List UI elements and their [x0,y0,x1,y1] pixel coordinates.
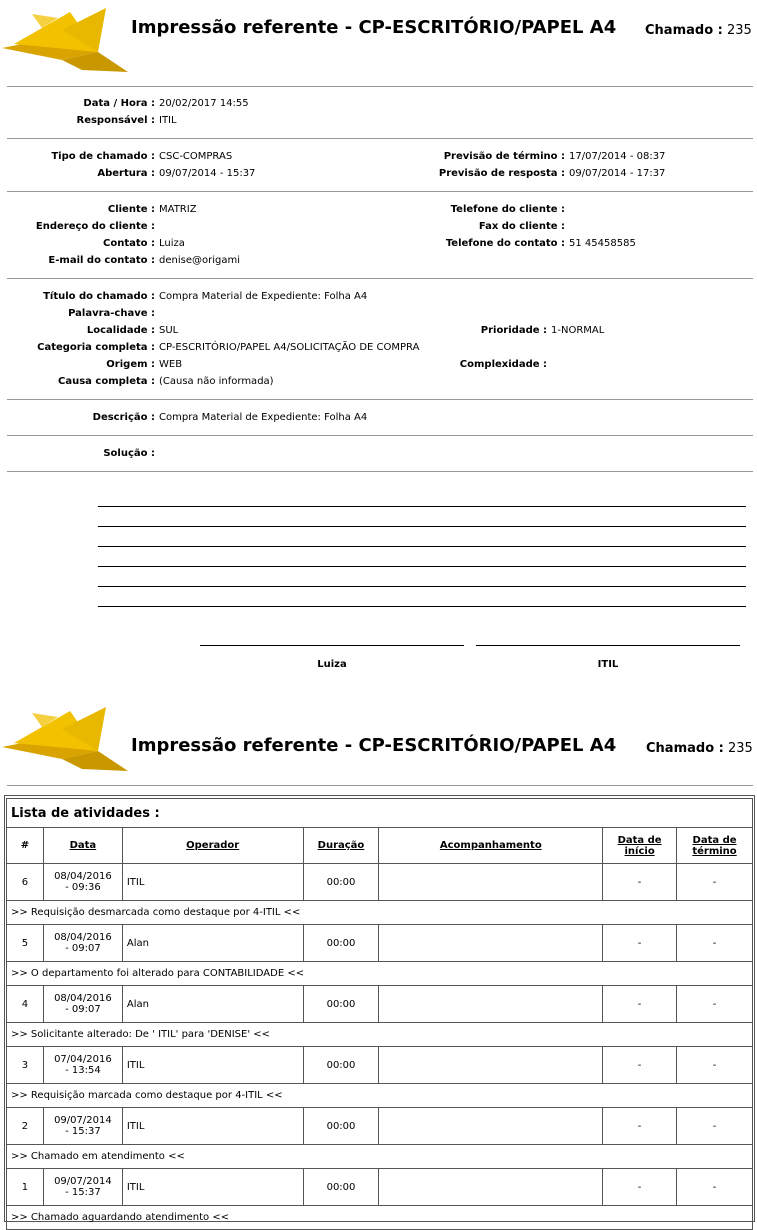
cell-operator: Alan [122,925,303,962]
cell-num: 3 [7,1047,44,1084]
activity-note: >> O departamento foi alterado para CONTABILIDADE << [7,962,753,986]
location-value: SUL [159,325,179,336]
activity-row [7,1047,753,1084]
writing-line [98,526,746,527]
contact-email-value: denise@origami [159,255,240,266]
client-address-label: Endereço do cliente : [35,221,155,232]
cell-date-day: 07/04/2016 [54,1054,112,1065]
responsible-label: Responsável : [76,115,155,126]
activity-note: >> Chamado aguardando atendimento << [7,1206,753,1230]
keyword-label: Palavra-chave : [68,308,155,319]
divider [7,138,753,139]
col-header-end-date[interactable]: Data de término [677,828,753,864]
cell-operator: Alan [122,986,303,1023]
col-header-num: # [7,828,44,864]
opening-value: 09/07/2014 - 15:37 [159,168,256,179]
cell-end: - [677,986,753,1023]
page-title: Impressão referente - CP-ESCRITÓRIO/PAPEL A4 [131,17,617,38]
cell-start: - [603,986,677,1023]
cell-end: - [677,1047,753,1084]
client-label: Cliente : [107,204,155,215]
cell-date-day: 08/04/2016 [54,993,112,1004]
col-header-operator[interactable]: Operador [122,828,303,864]
expected-response-label: Previsão de resposta : [438,168,565,179]
divider [7,399,753,400]
expected-response-value: 09/07/2014 - 17:37 [569,168,666,179]
activity-note: >> Requisição desmarcada como destaque por 4-ITIL << [7,901,753,925]
cell-date-day: 09/07/2014 [54,1176,112,1187]
responsible-value: ITIL [159,115,177,126]
cell-date [43,1047,122,1084]
cell-date-time: - 15:37 [65,1126,101,1137]
signature-line-right [476,645,740,646]
signature-name-left: Luiza [317,659,347,670]
cell-start: - [603,1047,677,1084]
contact-phone-value: 51 45458585 [569,238,636,249]
origami-plane-logo [2,8,128,74]
ticket-number-label: Chamado : [646,741,724,756]
priority-value: 1-NORMAL [551,325,605,336]
activity-note-row [7,1084,753,1108]
activity-row [7,986,753,1023]
expected-end-value: 17/07/2014 - 08:37 [569,151,666,162]
cell-follow-up [379,1047,603,1084]
cell-num: 5 [7,925,44,962]
cell-num: 1 [7,1169,44,1206]
cell-follow-up [379,925,603,962]
expected-end-label: Previsão de término : [443,151,565,162]
contact-email-label: E-mail do contato : [48,255,155,266]
description-value: Compra Material de Expediente: Folha A4 [159,412,368,423]
cell-num: 4 [7,986,44,1023]
cell-date-day: 08/04/2016 [54,932,112,943]
col-header-follow-up[interactable]: Acompanhamento [379,828,603,864]
cell-operator: ITIL [122,1047,303,1084]
cell-duration: 00:00 [303,1047,379,1084]
activities-table [6,798,753,1230]
cell-operator: ITIL [122,1108,303,1145]
cell-follow-up [379,1108,603,1145]
activity-note-row [7,1206,753,1230]
writing-line [98,546,746,547]
page-title: Impressão referente - CP-ESCRITÓRIO/PAPEL A4 [131,735,617,756]
signature-name-right: ITIL [597,659,619,670]
activity-note: >> Chamado em atendimento << [7,1145,753,1169]
priority-label: Prioridade : [480,325,547,336]
date-time-label: Data / Hora : [83,98,155,109]
cell-date-time: - 13:54 [65,1065,101,1076]
cell-date [43,986,122,1023]
client-phone-label: Telefone do cliente : [450,204,565,215]
cell-duration: 00:00 [303,925,379,962]
divider [7,191,753,192]
cell-follow-up [379,986,603,1023]
cell-duration: 00:00 [303,986,379,1023]
category-label: Categoria completa : [37,342,155,353]
activity-note-row [7,962,753,986]
opening-label: Abertura : [97,168,155,179]
cell-duration: 00:00 [303,1108,379,1145]
divider [7,785,753,786]
ticket-number [646,741,753,756]
ticket-number [645,23,752,38]
ticket-title-value: Compra Material de Expediente: Folha A4 [159,291,368,302]
activity-row [7,1108,753,1145]
activity-note-row [7,901,753,925]
ticket-title-label: Título do chamado : [43,291,155,302]
complexity-label: Complexidade : [459,359,547,370]
cell-date-day: 08/04/2016 [54,871,112,882]
col-header-start-date[interactable]: Data de início [603,828,677,864]
cell-date [43,1108,122,1145]
cause-label: Causa completa : [58,376,155,387]
cell-operator: ITIL [122,864,303,901]
cell-start: - [603,864,677,901]
cell-num: 6 [7,864,44,901]
description-label: Descrição : [92,412,155,423]
cell-duration: 00:00 [303,864,379,901]
activity-note: >> Requisição marcada como destaque por 4-ITIL << [7,1084,753,1108]
cell-start: - [603,925,677,962]
cell-date-time: - 09:36 [65,882,101,893]
cell-date-time: - 09:07 [65,943,101,954]
activity-row [7,1169,753,1206]
activity-note: >> Solicitante alterado: De ' ITIL' para 'DENISE' << [7,1023,753,1047]
cell-date [43,864,122,901]
cell-duration: 00:00 [303,1169,379,1206]
ticket-type-label: Tipo de chamado : [51,151,155,162]
cell-date [43,1169,122,1206]
divider [7,278,753,279]
cell-start: - [603,1169,677,1206]
cause-value: (Causa não informada) [159,376,274,387]
ticket-number-value: 235 [728,741,753,756]
cell-follow-up [379,1169,603,1206]
divider [7,471,753,472]
location-label: Localidade : [86,325,155,336]
cell-end: - [677,864,753,901]
ticket-number-value: 235 [727,23,752,38]
solution-label: Solução : [103,448,155,459]
writing-line [98,586,746,587]
ticket-type-value: CSC-COMPRAS [159,151,233,162]
cell-date-time: - 09:07 [65,1004,101,1015]
origin-label: Origem : [106,359,155,370]
divider [7,86,753,87]
category-value: CP-ESCRITÓRIO/PAPEL A4/SOLICITAÇÃO DE COMPRA [159,342,420,353]
cell-date-time: - 15:37 [65,1187,101,1198]
origami-plane-logo [2,707,128,773]
divider [7,435,753,436]
contact-label: Contato : [103,238,155,249]
col-header-duration[interactable]: Duração [303,828,379,864]
writing-line [98,506,746,507]
signature-line-left [200,645,464,646]
ticket-number-label: Chamado : [645,23,723,38]
cell-num: 2 [7,1108,44,1145]
activities-caption: Lista de atividades : [7,799,753,828]
cell-operator: ITIL [122,1169,303,1206]
origin-value: WEB [159,359,183,370]
cell-start: - [603,1108,677,1145]
activity-note-row [7,1023,753,1047]
col-header-date[interactable]: Data [43,828,122,864]
activity-row [7,925,753,962]
contact-value: Luiza [159,238,185,249]
cell-date-day: 09/07/2014 [54,1115,112,1126]
cell-end: - [677,925,753,962]
activity-row [7,864,753,901]
client-fax-label: Fax do cliente : [478,221,565,232]
writing-line [98,606,746,607]
writing-line [98,566,746,567]
contact-phone-label: Telefone do contato : [445,238,565,249]
cell-date [43,925,122,962]
cell-end: - [677,1169,753,1206]
client-value: MATRIZ [159,204,197,215]
cell-follow-up [379,864,603,901]
activity-note-row [7,1145,753,1169]
date-time-value: 20/02/2017 14:55 [159,98,249,109]
cell-end: - [677,1108,753,1145]
